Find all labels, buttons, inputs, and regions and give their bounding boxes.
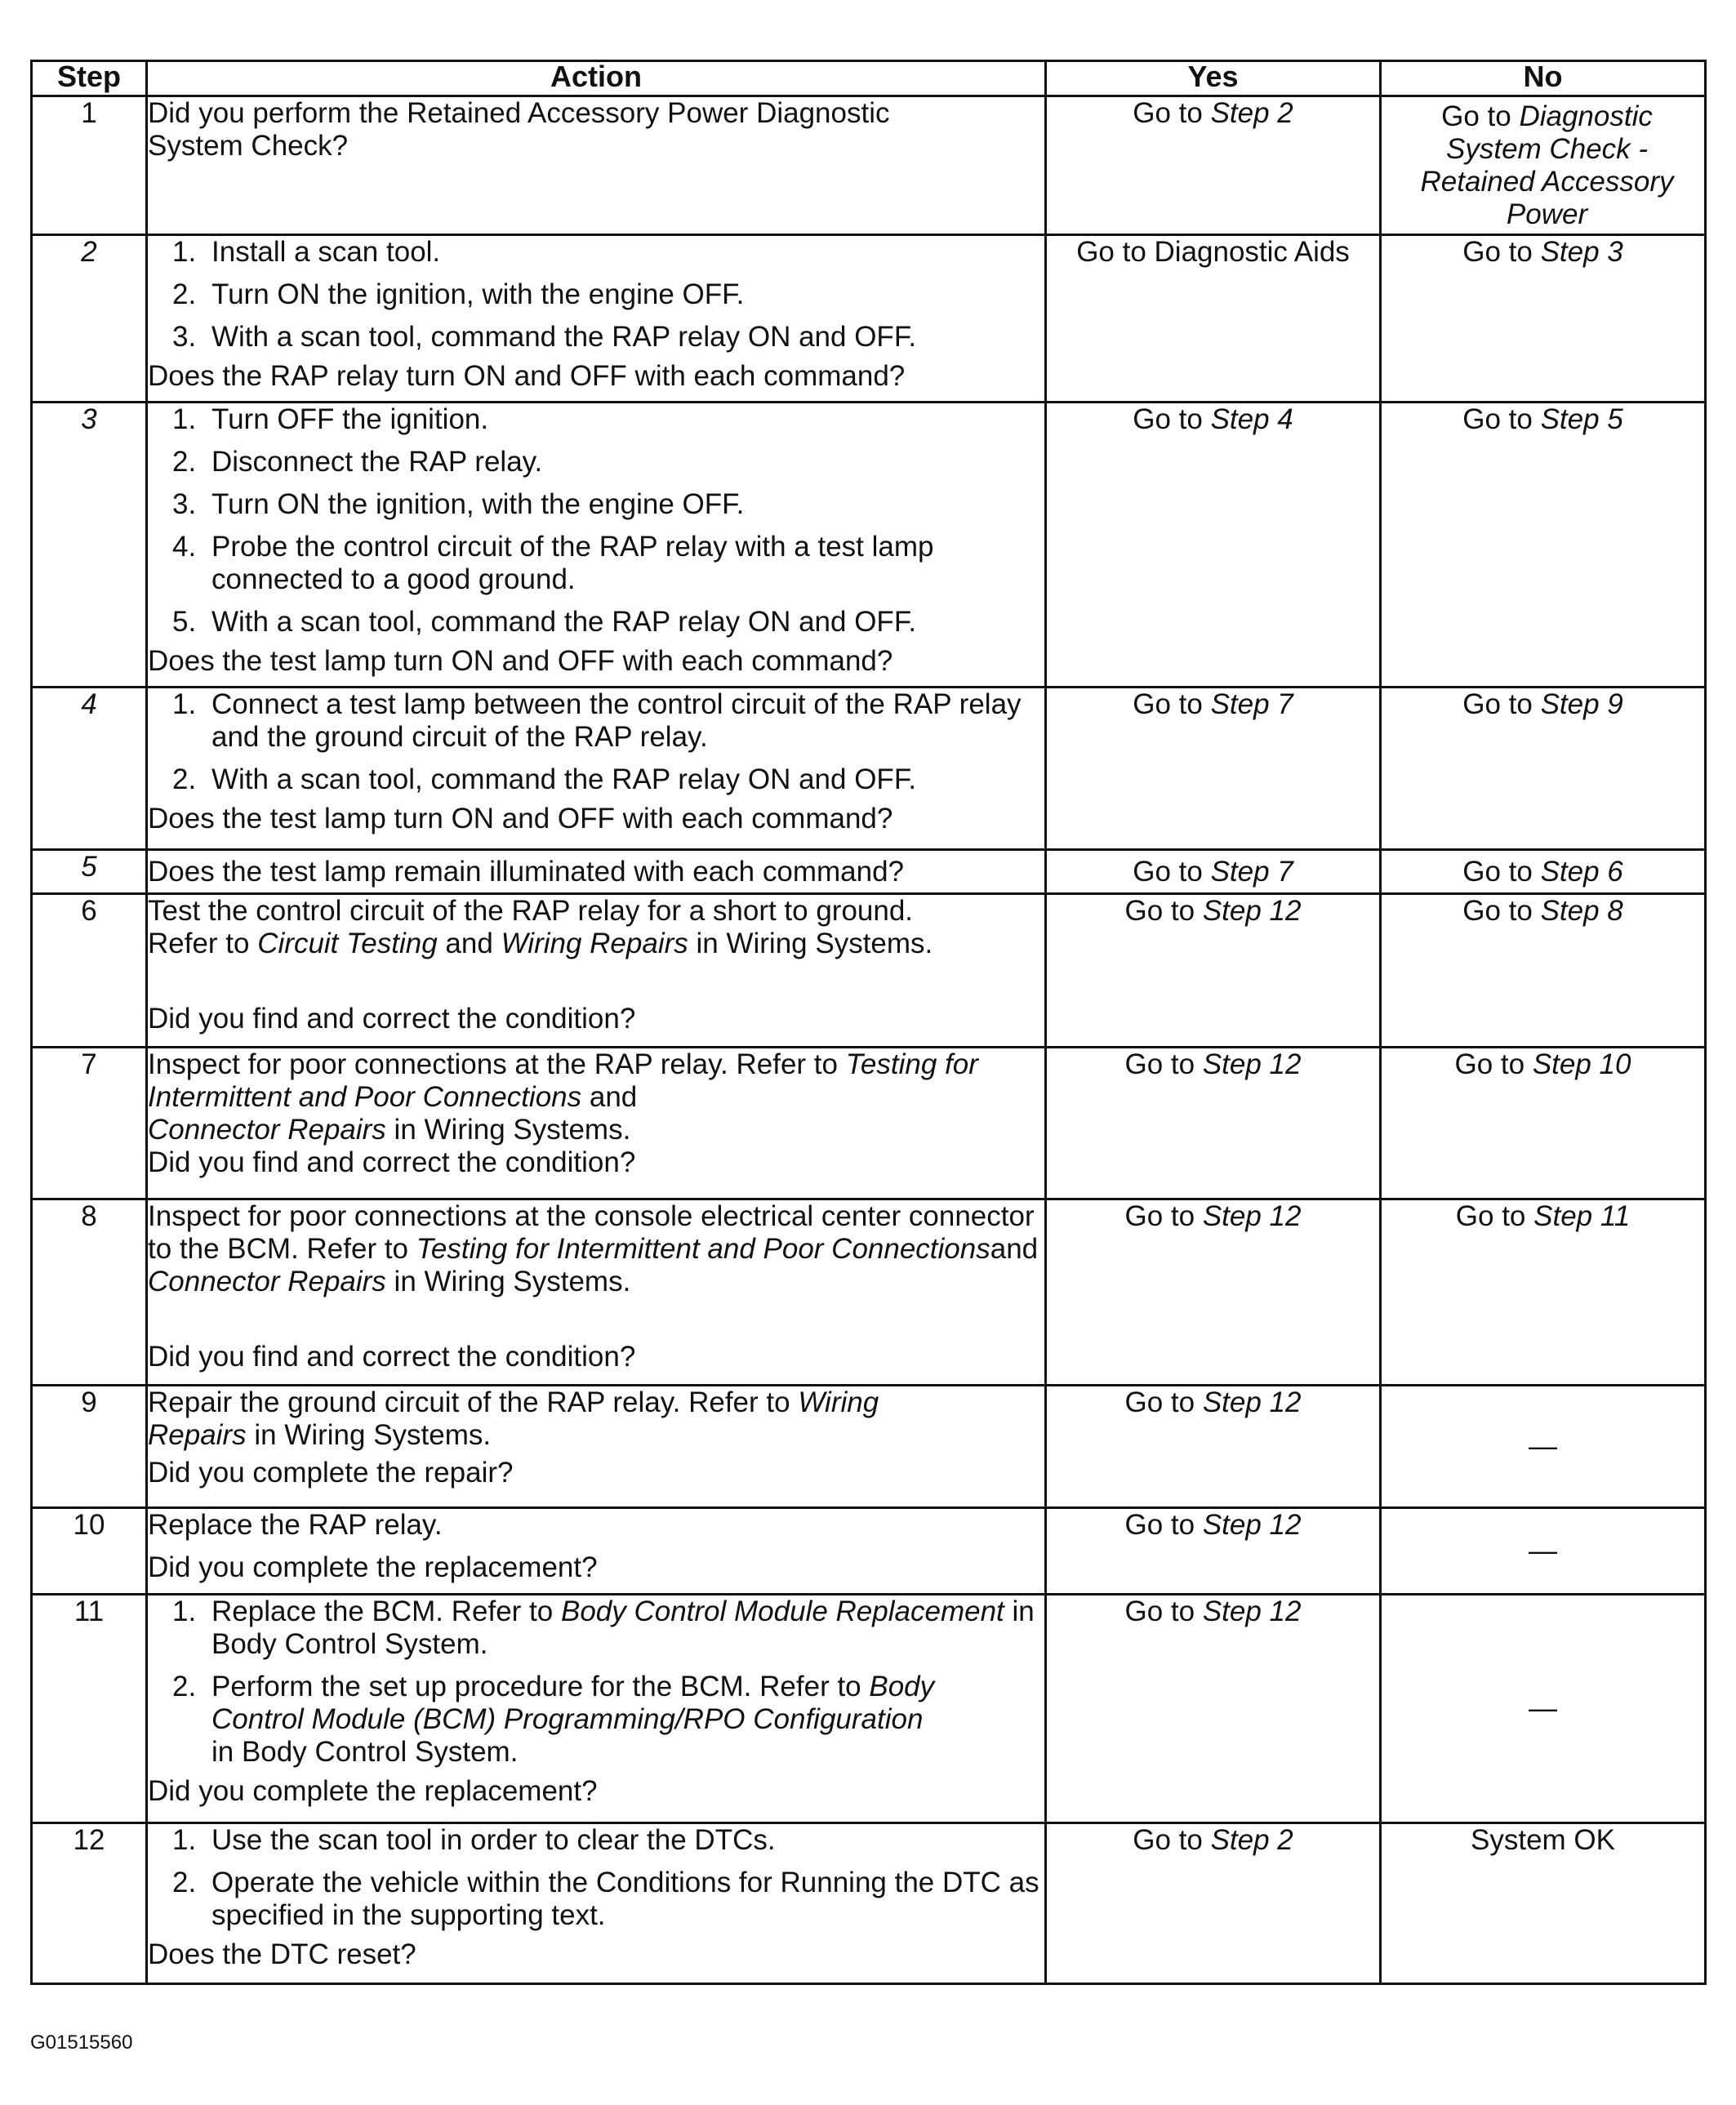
header-step: Step [32,61,147,96]
action-cell [147,1508,1046,1595]
no-cell: Go to Step 9 [1381,688,1706,850]
action-text: Test the control circuit of the RAP relay for a short to ground. Refer to Circuit Testing and Wiring Repairs in Wiring Systems. [148,895,933,959]
step-number: 7 [32,1048,147,1199]
action-text: Inspect for poor connections at the RAP relay. Refer to Testing for Intermittent and Poor Connections and Connector Repairs in Wiring Systems. [148,1048,978,1146]
header-row [32,61,1706,96]
step-number: 2 [32,235,147,403]
action-text: Inspect for poor connections at the console electrical center connector to the BCM. Refer to Testing for Intermittent and Poor Connectionsand Connector Repairs in Wiring Systems. [148,1200,1039,1297]
diagnostic-table [30,60,1707,1985]
header-yes: Yes [1046,61,1381,96]
substep: 1. Use the scan tool in order to clear the DTCs. [172,1824,776,1856]
action-cell [147,235,1046,403]
yes-cell: Go to Diagnostic Aids [1046,235,1381,403]
question-text: Did you find and correct the condition? [148,1003,636,1035]
substep: 3. Turn ON the ignition, with the engine OFF. [172,488,745,520]
action-cell [147,1823,1046,1984]
yes-cell: Go to Step 12 [1046,1048,1381,1199]
step-number: 10 [32,1508,147,1595]
table-row [32,96,1706,235]
question-text: Does the test lamp remain illuminated with each command? [148,855,904,888]
substep: 2. With a scan tool, command the RAP relay ON and OFF. [172,763,917,795]
no-cell: Go to Diagnostic System Check - Retained Accessory Power [1381,96,1706,235]
no-cell: System OK [1381,1823,1706,1984]
step-number: 12 [32,1823,147,1984]
no-cell: — [1381,1386,1706,1508]
no-cell: Go to Step 8 [1381,894,1706,1048]
no-cell: Go to Step 10 [1381,1048,1706,1199]
table-row [32,894,1706,1048]
step-number: 3 [32,403,147,688]
action-cell [147,403,1046,688]
substep: 2. Disconnect the RAP relay. [172,446,543,478]
yes-cell: Go to Step 4 [1046,403,1381,688]
action-cell [147,1048,1046,1199]
substep: 2. Operate the vehicle within the Conditions for Running the DTC as specified in the supporting text. [172,1867,1039,1931]
yes-cell: Go to Step 12 [1046,1595,1381,1823]
question-text: Does the test lamp turn ON and OFF with each command? [148,803,893,834]
table-row [32,403,1706,688]
action-text: Replace the RAP relay. [148,1509,443,1541]
table-row [32,1595,1706,1823]
question-text: Did you complete the replacement? [148,1551,598,1583]
action-cell [147,688,1046,850]
step-number: 6 [32,894,147,1048]
yes-cell: Go to Step 12 [1046,1199,1381,1386]
yes-cell: Go to Step 7 [1046,688,1381,850]
header-no: No [1381,61,1706,96]
question-text: Does the RAP relay turn ON and OFF with each command? [148,360,906,392]
yes-cell: Go to Step 12 [1046,1508,1381,1595]
no-cell: Go to Step 3 [1381,235,1706,403]
question-text: Does the test lamp turn ON and OFF with each command? [148,645,893,677]
yes-cell: Go to Step 2 [1046,1823,1381,1984]
action-text: Repair the ground circuit of the RAP relay. Refer to Wiring Repairs in Wiring Systems. [148,1386,879,1451]
table-row [32,1048,1706,1199]
action-cell [147,1386,1046,1508]
figure-id: G01515560 [30,2032,133,2054]
question-text: Did you complete the repair? [148,1457,514,1489]
table-row [32,1386,1706,1508]
table-row [32,688,1706,850]
question-text: Did you find and correct the condition? [148,1146,636,1178]
substep: 2. Turn ON the ignition, with the engine OFF. [172,278,745,310]
action-text: Did you perform the Retained Accessory Power Diagnostic System Check? [148,97,890,162]
table-row [32,235,1706,403]
no-cell: Go to Step 5 [1381,403,1706,688]
step-number: 4 [32,688,147,850]
question-text: Did you complete the replacement? [148,1775,598,1807]
step-number: 5 [32,850,147,894]
no-cell: Go to Step 11 [1381,1199,1706,1386]
substep: 1. Turn OFF the ignition. [172,403,489,435]
step-number: 9 [32,1386,147,1508]
step-number: 8 [32,1199,147,1386]
action-cell [147,1199,1046,1386]
action-cell [147,850,1046,894]
action-cell [147,96,1046,235]
yes-cell: Go to Step 12 [1046,1386,1381,1508]
yes-cell: Go to Step 12 [1046,894,1381,1048]
table-row [32,850,1706,894]
table-row [32,1199,1706,1386]
step-number: 11 [32,1595,147,1823]
no-cell: — [1381,1595,1706,1823]
question-text: Did you find and correct the condition? [148,1341,636,1373]
no-cell: — [1381,1508,1706,1595]
substep: 1. Connect a test lamp between the control circuit of the RAP relay and the ground circuit of the RAP relay. [172,688,1022,753]
header-action: Action [147,61,1046,96]
substep: 4. Probe the control circuit of the RAP relay with a test lamp connected to a good ground. [172,531,934,595]
substep: 1. Replace the BCM. Refer to Body Control Module Replacement in Body Control System. [172,1595,1035,1660]
yes-cell: Go to Step 2 [1046,96,1381,235]
table-row [32,1823,1706,1984]
action-cell [147,1595,1046,1823]
step-number: 1 [32,96,147,235]
substep: 1. Install a scan tool. [172,236,441,268]
substep: 5. With a scan tool, command the RAP relay ON and OFF. [172,606,917,638]
question-text: Does the DTC reset? [148,1938,416,1970]
yes-cell: Go to Step 7 [1046,850,1381,894]
no-cell: Go to Step 6 [1381,850,1706,894]
table-row [32,1508,1706,1595]
substep: 2. Perform the set up procedure for the BCM. Refer to Body Control Module (BCM) Programming/RPO Configuration in Body Control System. [172,1671,935,1768]
action-cell [147,894,1046,1048]
substep: 3. With a scan tool, command the RAP relay ON and OFF. [172,321,917,353]
